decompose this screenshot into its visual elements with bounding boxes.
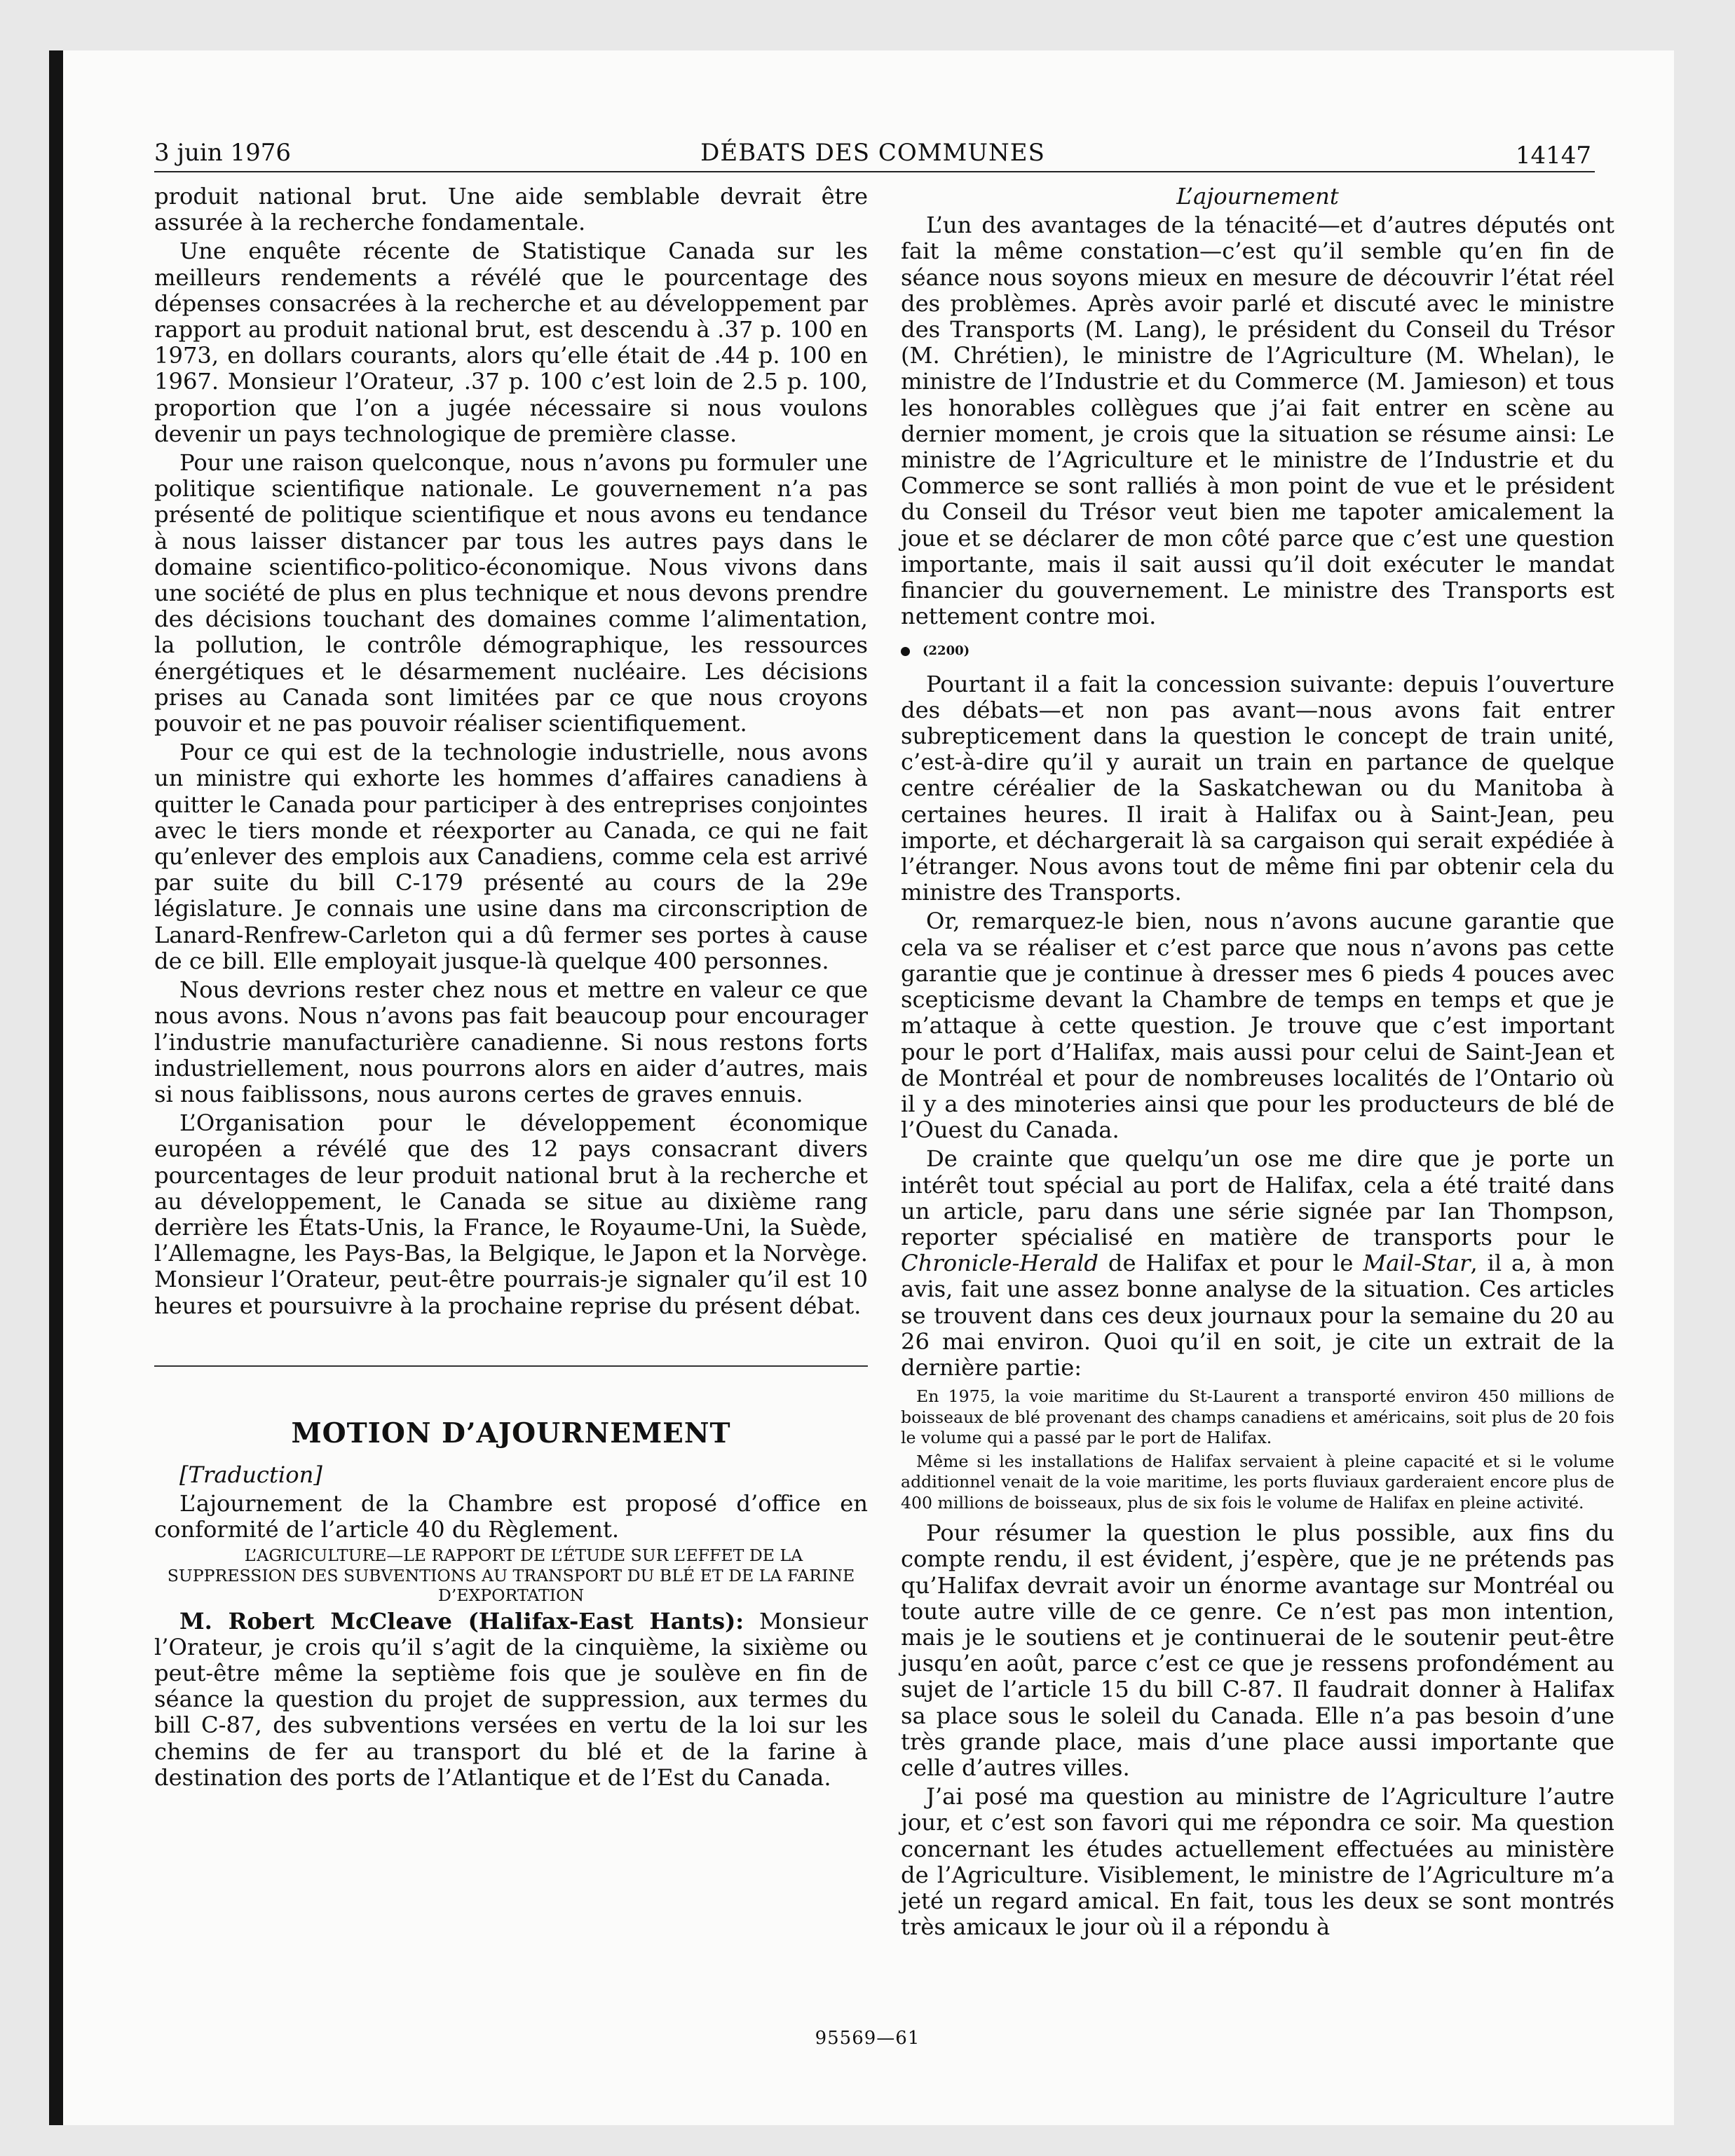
paragraph: Pour ce qui est de la technologie industrielle, nous avons un ministre qui exhorte les hommes d’affaires canadiens à quitter le Canada pour participer à des entreprises conjointes avec le tiers monde et réexporter au Canada, ce qui ne fait qu’enlever des emplois aux Canadiens, comme cela est arrivé par suite du bill C-179 présenté au cours de la 29e législature. Je connais une usine dans ma circonscription de Lanard-Renfrew-Carleton qui a dû fermer ses portes à cause de ce bill. Elle employait jusque-là quelque 400 personnes. <box>154 739 868 974</box>
newspaper-title: Chronicle-Herald <box>901 1250 1098 1277</box>
debate-subheading: L’AGRICULTURE—LE RAPPORT DE L’ÉTUDE SUR L’EFFET DE LA SUPPRESSION DES SUBVENTIONS AU TRANSPORT DU BLÉ ET DE LA FARINE D’EXPORTATION <box>167 1546 855 1606</box>
text-run: , il a, à mon avis, fait une assez bonne analyse de la situation. Ces articles se trouvent dans ces deux journaux pour la semaine du 20 au 26 mai environ. Quoi qu’il en soit, je cite un extrait de la dernière partie: <box>901 1250 1614 1381</box>
time-marker-text: (2200) <box>923 643 970 659</box>
paragraph: J’ai posé ma question au ministre de l’Agriculture l’autre jour, et c’est son favori qui me répondra ce soir. Ma question concernant les études actuellement effectuées au ministère de l’Agriculture. Visiblement, le ministre de l’Agriculture m’a jeté un regard amical. En fait, tous les deux se sont montrés très amicaux le jour où il a répondu à <box>901 1783 1614 1941</box>
header-title: DÉBATS DES COMMUNES <box>700 139 1045 167</box>
left-column <box>154 184 868 1791</box>
section-label: L’ajournement <box>1176 183 1339 210</box>
header-rule <box>154 171 1595 172</box>
paragraph: Or, remarquez-le bien, nous n’avons aucune garantie que cela va se réaliser et c’est parce que nous n’avons pas cette garantie que je continue à dresser mes 6 pieds 4 pouces avec scepticisme devant la Chambre de temps en temps et que je m’attaque à cette question. Je trouve que c’est important pour le port d’Halifax, mais aussi pour celui de Saint-Jean et de Montréal et pour de nombreuses localités de l’Ontario où il y a des minoteries ainsi que pour les producteurs de blé de l’Ouest du Canada. <box>901 908 1614 1144</box>
text-run: De crainte que quelqu’un ose me dire que je porte un intérêt tout spécial au port de Halifax, cela a été traité dans un article, paru dans une série signée par Ian Thompson, reporter spécialisé en matière de transports pour le <box>901 1145 1614 1250</box>
footer-code: 95569—61 <box>815 2028 920 2049</box>
page-number: 14147 <box>1515 142 1591 170</box>
paragraph: Pour résumer la question le plus possible, aux fins du compte rendu, il est évident, j’espère, que je ne prétends pas qu’Halifax devrait avoir un énorme avantage sur Montréal ou toute autre ville de ce genre. Ce n’est pas mon intention, mais je le soutiens et je continuerai de le soutenir peut-être jusqu’en août, parce c’est ce que je ressens profondément au sujet de l’article 15 du bill C-87. Il faudrait donner à Halifax sa place sous le soleil du Canada. Elle n’a pas besoin d’une très grande place, mais d’une place aussi importante que celle d’autres villes. <box>901 1520 1614 1781</box>
speech-paragraph <box>154 1609 868 1791</box>
paragraph: Nous devrions rester chez nous et mettre en valeur ce que nous avons. Nous n’avons pas fait beaucoup pour encourager l’industrie manufacturière canadienne. Si nous restons forts industriellement, nous pourrons alors en aider d’autres, mais si nous faiblissons, nous aurons certes de graves ennuis. <box>154 976 868 1107</box>
binding-edge <box>49 50 63 2125</box>
translation-label: [Traduction] <box>179 1461 322 1488</box>
speaker-name: M. Robert McCleave (Halifax-East Hants): <box>179 1607 744 1635</box>
bullet-icon <box>901 647 910 656</box>
paragraph: Pour une raison quelconque, nous n’avons pu formuler une politique scientifique nationale. Le gouvernement n’a pas présenté de politique scientifique et nous avons eu tendance à nous laisser distancer par tous les autres pays dans le domaine scientifico-politico-économique. Nous vivons dans une société de plus en plus technique et nous devons prendre des décisions touchant des domaines comme l’alimentation, la pollution, le contrôle démographique, les ressources énergétiques et le désarmement nucléaire. Les décisions prises au Canada sont limitées par ce que nous croyons pouvoir et ne pas pouvoir réaliser scientifiquement. <box>154 449 868 737</box>
section-divider <box>154 1365 868 1367</box>
paragraph: produit national brut. Une aide semblable devrait être assurée à la recherche fondamentale. <box>154 183 868 236</box>
text-run: de Halifax et pour le <box>1098 1250 1363 1277</box>
newspaper-title: Mail-Star <box>1363 1250 1471 1277</box>
block-quote <box>901 1386 1614 1513</box>
paragraph <box>901 1146 1614 1381</box>
quote-paragraph: Même si les installations de Halifax servaient à pleine capacité et si le volume additionnel venait de la voie maritime, les ports fluviaux garderaient encore plus de 400 millions de boisseaux, plus de six fois le volume de Halifax en pleine activité. <box>901 1451 1614 1513</box>
header-date: 3 juin 1976 <box>154 139 291 167</box>
paragraph: Une enquête récente de Statistique Canada sur les meilleurs rendements a révélé que le pourcentage des dépenses consacrées à la recherche et au développement par rapport au produit national brut, est descendu à .37 p. 100 en 1973, en dollars courants, alors qu’elle était de .44 p. 100 en 1967. Monsieur l’Orateur, .37 p. 100 c’est loin de 2.5 p. 100, proportion que l’on a jugée nécessaire si nous voulons devenir un pays technologique de première classe. <box>154 238 868 447</box>
paragraph: L’un des avantages de la ténacité—et d’autres députés ont fait la même constation—c’est qu’il semble qu’en fin de séance nous soyons mieux en mesure de découvrir l’état réel des problèmes. Après avoir parlé et discuté avec le ministre des Transports (M. Lang), le président du Conseil du Trésor (M. Chrétien), le ministre de l’Agriculture (M. Whelan), le ministre de l’Industrie et du Commerce (M. Jamieson) et tous les honorables collègues que j’ai fait entrer en scène au dernier moment, je crois que la situation se résume ainsi: Le ministre de l’Agriculture et le ministre de l’Industrie et du Commerce se sont ralliés à mon point de vue et le président du Conseil du Trésor veut bien me tapoter amicalement la joue et se déclarer de mon côté parce que c’est une question importante, mais il sait aussi qu’il doit exécuter le mandat financier du gouvernement. Le ministre des Transports est nettement contre moi. <box>901 212 1614 630</box>
time-marker <box>901 638 1614 664</box>
right-column <box>901 184 1614 1940</box>
speech-text: Monsieur l’Orateur, je crois qu’il s’agit de la cinquième, la sixième ou peut-être même la septième fois que je soulève en fin de séance la question du projet de suppression, aux termes du bill C-87, des subventions versées en vertu de la loi sur les chemins de fer au transport du blé et de la farine à destination des ports de l’Atlantique et de l’Est du Canada. <box>154 1607 868 1791</box>
paragraph: Pourtant il a fait la concession suivante: depuis l’ouverture des débats—et non pas avant—nous avons fait entrer subrepticement dans la question le concept de train unité, c’est-à-dire qu’il y aurait un train en partance de quelque centre céréalier de la Saskatchewan ou du Manitoba à certaines heures. Il irait à Halifax ou à Saint-Jean, peu importe, et déchargerait là sa cargaison qui serait expédiée à l’étranger. Nous avons tout de même fini par obtenir cela du ministre des Transports. <box>901 670 1614 906</box>
paragraph: L’Organisation pour le développement économique européen a révélé que des 12 pays consacrant divers pourcentages de leur produit national brut à la recherche et au développement, le Canada se situe au dixième rang derrière les États-Unis, la France, le Royaume-Uni, la Suède, l’Allemagne, les Pays-Bas, la Belgique, le Japon et la Norvège. Monsieur l’Orateur, peut-être pourrais-je signaler qu’il est 10 heures et poursuivre à la prochaine reprise du présent débat. <box>154 1110 868 1319</box>
page-header <box>154 139 1591 175</box>
motion-heading: MOTION D’AJOURNEMENT <box>291 1417 731 1449</box>
quote-paragraph: En 1975, la voie maritime du St-Laurent a transporté environ 450 millions de boisseaux de blé provenant des champs canadiens et américains, soit plus de 20 fois le volume qui a passé par le port de Halifax. <box>901 1386 1614 1448</box>
motion-text: L’ajournement de la Chambre est proposé d’office en conformité de l’article 40 du Règlement. <box>154 1489 868 1543</box>
